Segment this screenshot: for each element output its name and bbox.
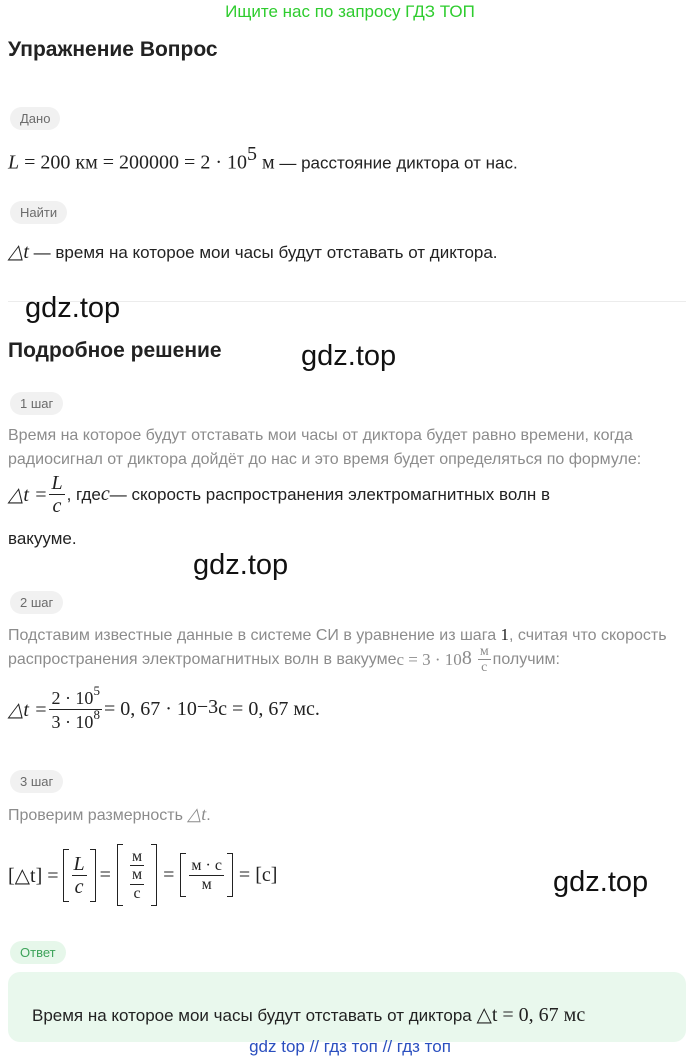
step2-line2-exp: 8 xyxy=(461,646,472,669)
step2-unit-fraction xyxy=(478,644,491,676)
step1-tail: — скорость распространения электромагнитных волн в xyxy=(109,484,551,504)
step3-intro-sym: △t xyxy=(187,804,207,824)
answer-text: Время на которое мои часы будут отставать от диктора xyxy=(32,1006,477,1025)
step1-formula xyxy=(8,472,550,517)
step1-c: c xyxy=(100,483,110,505)
watermark: gdz.top xyxy=(553,866,649,898)
step2-line2-text: распространения электромагнитных волн в вакууме xyxy=(8,650,397,668)
step3-frac-1 xyxy=(72,853,87,898)
answer-box xyxy=(8,972,686,1042)
find-text: — время на которое мои часы будут отставать от диктора. xyxy=(28,243,498,262)
step3-formula xyxy=(8,836,277,914)
given-L: L xyxy=(8,151,20,174)
given-line xyxy=(8,145,518,174)
given-text: — расстояние диктора от нас. xyxy=(274,153,518,173)
step3-intro-text: Проверим размерность xyxy=(8,807,188,824)
step1-den: c xyxy=(52,495,62,517)
step1-num: L xyxy=(51,472,63,494)
answer-line xyxy=(32,1002,585,1027)
step2-rhs: = 0, 67 · 10 xyxy=(103,697,197,720)
step3-bracket-2 xyxy=(117,844,157,907)
step3-intro-end: . xyxy=(206,807,211,824)
watermark: gdz.top xyxy=(193,549,289,581)
step2-lhs: △t = xyxy=(8,698,48,721)
step3-f2-inner-den: с xyxy=(133,884,141,902)
step1-intro: Время на которое будут отставать мои часы от диктора будет равно времени, когда радиосигнал от диктора дойдёт до нас и это время будет определяться по формуле: xyxy=(8,427,642,468)
step1-mid: , где xyxy=(66,484,101,504)
watermark: gdz.top xyxy=(25,292,121,324)
find-symbol: △t xyxy=(8,241,29,263)
given-unit: м xyxy=(257,151,275,174)
search-banner: Ищите нас по запросу ГДЗ ТОП xyxy=(225,2,475,21)
step3-bracket-1 xyxy=(63,849,96,902)
step1-lhs: △t = xyxy=(8,484,48,506)
step2-label: 2 шаг xyxy=(10,591,63,614)
step3-result: = [с] xyxy=(238,863,278,886)
step2-formula xyxy=(8,683,320,733)
step3-bracket-3 xyxy=(180,853,233,897)
step1-label: 1 шаг xyxy=(10,392,63,415)
step3-label: 3 шаг xyxy=(10,770,63,793)
footer-links: gdz top // гдз топ // гдз топ xyxy=(249,1037,451,1056)
step3-frac-2 xyxy=(126,848,148,903)
step2-line2-formula: c = 3 · 10 xyxy=(396,649,462,669)
step3-eq-2: = xyxy=(163,863,175,886)
step3-intro xyxy=(8,802,211,828)
step3-f2-inner-num: м xyxy=(131,866,143,884)
step2-line2 xyxy=(8,644,560,676)
given-formula: = 200 км = 200000 = 2 · 10 xyxy=(19,151,247,174)
step2-den: 3 · 10 xyxy=(51,711,94,732)
answer-formula: △t = 0, 67 мс xyxy=(476,1004,586,1026)
step2-frac-den xyxy=(49,706,102,733)
step3-f3-den: м xyxy=(201,875,212,893)
page-title: Упражнение Вопрос xyxy=(8,38,218,61)
step2-line2-end: получим: xyxy=(492,650,560,668)
step2-den-exp: 8 xyxy=(93,706,100,722)
step2-unit-den: с xyxy=(481,660,488,676)
step3-eq-1: = xyxy=(99,863,111,886)
step2-line1-text: Подставим известные данные в системе СИ в уравнение из шага xyxy=(8,627,501,644)
step2-line1-num: 1 xyxy=(500,625,510,644)
step2-num-exp: 5 xyxy=(93,683,100,698)
given-exp: 5 xyxy=(247,143,257,165)
step2-num: 2 · 10 xyxy=(51,688,94,708)
solution-title: Подробное решение xyxy=(8,339,222,362)
step2-rhs-exp: −3 xyxy=(196,695,219,718)
step3-frac-3 xyxy=(189,857,224,893)
find-line xyxy=(8,239,498,264)
step3-f2-den xyxy=(126,866,148,902)
step3-f1-den: c xyxy=(74,875,84,898)
step1-fraction xyxy=(49,472,64,517)
watermark: gdz.top xyxy=(301,340,397,372)
step3-f3-num: м · с xyxy=(191,856,222,874)
find-label: Найти xyxy=(10,201,67,224)
step2-line1-end: , считая что скорость xyxy=(509,627,667,644)
step2-unit-num: м xyxy=(479,644,489,659)
step3-f1-num: L xyxy=(73,852,85,875)
given-label: Дано xyxy=(10,107,60,130)
step2-rhs-end: с = 0, 67 мс. xyxy=(218,697,320,720)
step3-frac-2-inner xyxy=(130,866,144,902)
answer-label: Ответ xyxy=(10,941,66,964)
step2-fraction xyxy=(49,683,102,733)
step3-f2-num: м xyxy=(131,847,143,865)
step1-tail2: вакууме. xyxy=(8,529,77,548)
step3-lhs: [△t] = xyxy=(8,864,59,887)
